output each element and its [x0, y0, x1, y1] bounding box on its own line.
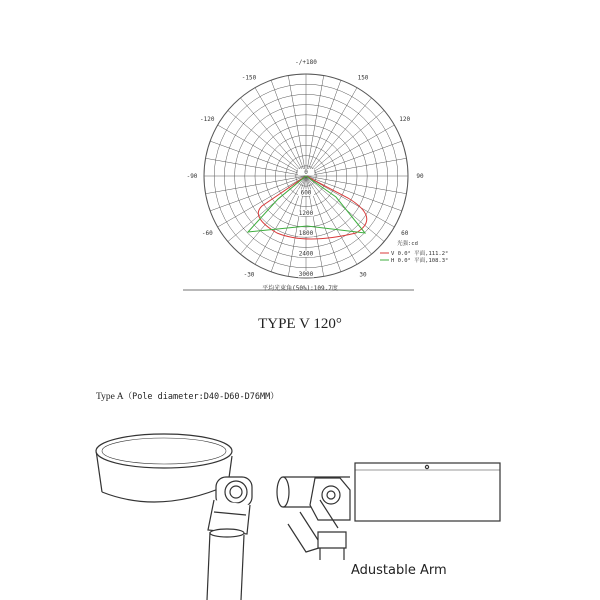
adjustable-arm-drawing: [277, 463, 500, 560]
radial-label: 0: [304, 169, 308, 176]
legend-entry-v: V 0.0° 平面,111.2°: [391, 251, 449, 257]
radial-label: 1800: [298, 230, 314, 238]
adjustable-arm-label: Adustable Arm: [351, 563, 447, 578]
radial-label: 600: [300, 189, 312, 197]
angle-label: 30: [359, 271, 367, 279]
mount-type-prefix: Type A: [96, 392, 124, 402]
mount-type-detail: （Pole diameter:D40-D60-D76MM）: [123, 392, 279, 402]
legend-title: 光强:cd: [397, 241, 418, 247]
radial-label: 2400: [298, 250, 314, 258]
angle-label: -60: [201, 230, 213, 237]
radial-label: 3000: [298, 271, 314, 278]
angle-label: -90: [186, 173, 198, 180]
angle-label: -120: [200, 116, 215, 123]
angle-label: 150: [357, 74, 369, 82]
radial-label: 1200: [298, 209, 314, 217]
angle-label: 60: [401, 230, 409, 237]
angle-label: 120: [399, 116, 411, 123]
polar-footer: 平均光束角(50%):109.7度: [262, 285, 338, 292]
angle-label: -30: [243, 271, 255, 279]
legend-entry-h: H 0.0° 平面,108.3°: [391, 258, 449, 264]
angle-label: 90: [416, 173, 424, 180]
angle-label: -150: [241, 74, 257, 82]
type-title: TYPE V 120°: [258, 316, 342, 332]
angle-label: -/+180: [295, 59, 317, 66]
pole-mount-drawing: [96, 434, 252, 600]
